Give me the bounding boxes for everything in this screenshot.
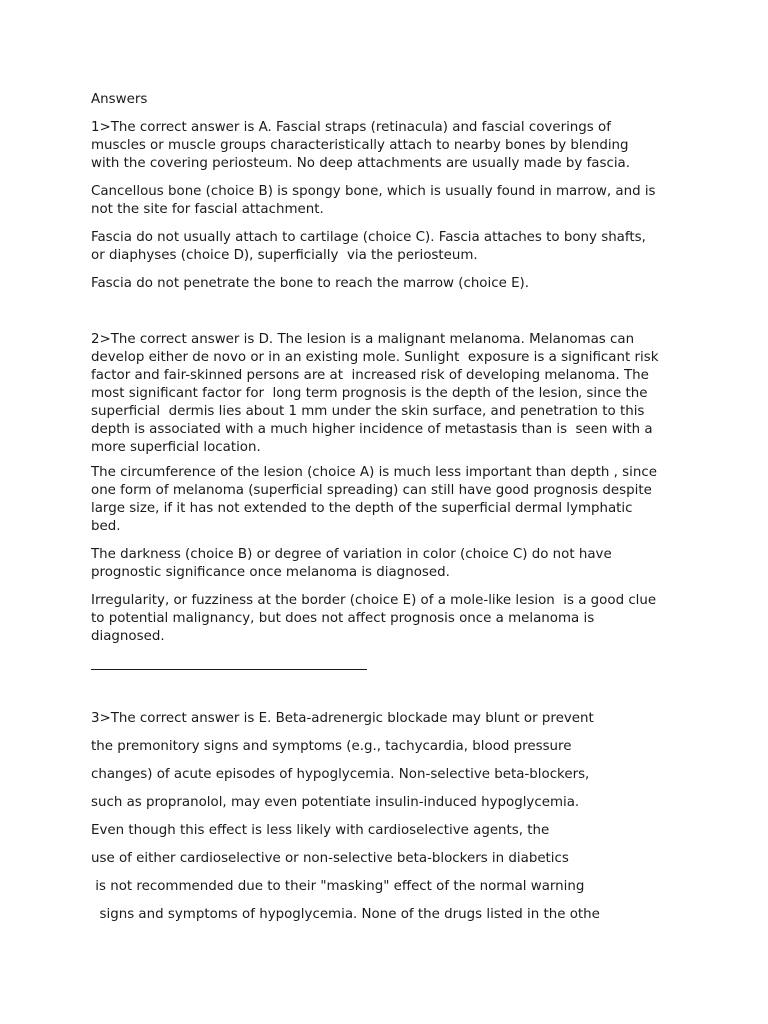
q1-paragraph-3: Fascia do not usually attach to cartilage (choice C). Fascia attaches to bony shafts, or diaphyses (choice D), superficially via the periosteum. bbox=[91, 230, 646, 263]
q2-paragraph-4: Irregularity, or fuzziness at the border (choice E) of a mole-like lesion is a good clue to potential malignancy, but does not affect prognosis once a melanoma is diagnosed. bbox=[91, 593, 657, 644]
answers-heading: Answers bbox=[91, 92, 148, 107]
q3-line: is not recommended due to their "masking" effect of the normal warning bbox=[91, 879, 585, 894]
q3-line: use of either cardioselective or non-selective beta-blockers in diabetics bbox=[91, 851, 569, 866]
q1-paragraph-2: Cancellous bone (choice B) is spongy bone, which is usually found in marrow, and is not the site for fascial attachment. bbox=[91, 184, 656, 217]
q2-paragraph-1: 2>The correct answer is D. The lesion is a malignant melanoma. Melanomas can develop either de novo or in an existing mole. Sunlight exposure is a significant risk factor and fair-skinned persons are at increased risk of developing melanoma. The most significant factor for long term prognosis is the depth of the lesion, since the superficial dermis lies about 1 mm under the skin surface, and penetration to this depth is associated with a much higher incidence of metastasis than is seen with a more superficial location. bbox=[91, 332, 659, 455]
q3-line: Even though this effect is less likely with cardioselective agents, the bbox=[91, 823, 550, 838]
q2-paragraph-3: The darkness (choice B) or degree of variation in color (choice C) do not have prognostic significance once melanoma is diagnosed. bbox=[91, 547, 612, 580]
q2-paragraph-2: The circumference of the lesion (choice A) is much less important than depth , since one form of melanoma (superficial spreading) can still have good prognosis despite large size, if it has not extended to the depth of the superficial dermal lymphatic bed. bbox=[91, 465, 657, 534]
q3-line: changes) of acute episodes of hypoglycemia. Non-selective beta-blockers, bbox=[91, 767, 590, 782]
q3-line: signs and symptoms of hypoglycemia. None of the drugs listed in the othe bbox=[91, 907, 600, 922]
q3-line: such as propranolol, may even potentiate insulin-induced hypoglycemia. bbox=[91, 795, 580, 810]
q3-line: the premonitory signs and symptoms (e.g., tachycardia, blood pressure bbox=[91, 739, 572, 754]
section-divider bbox=[91, 669, 367, 670]
q1-paragraph-1: 1>The correct answer is A. Fascial straps (retinacula) and fascial coverings of muscles or muscle groups characteristically attach to nearby bones by blending with the covering periosteum. No deep attachments are usually made by fascia. bbox=[91, 120, 631, 171]
q3-line: 3>The correct answer is E. Beta-adrenergic blockade may blunt or prevent bbox=[91, 711, 594, 726]
q1-paragraph-4: Fascia do not penetrate the bone to reach the marrow (choice E). bbox=[91, 276, 530, 291]
